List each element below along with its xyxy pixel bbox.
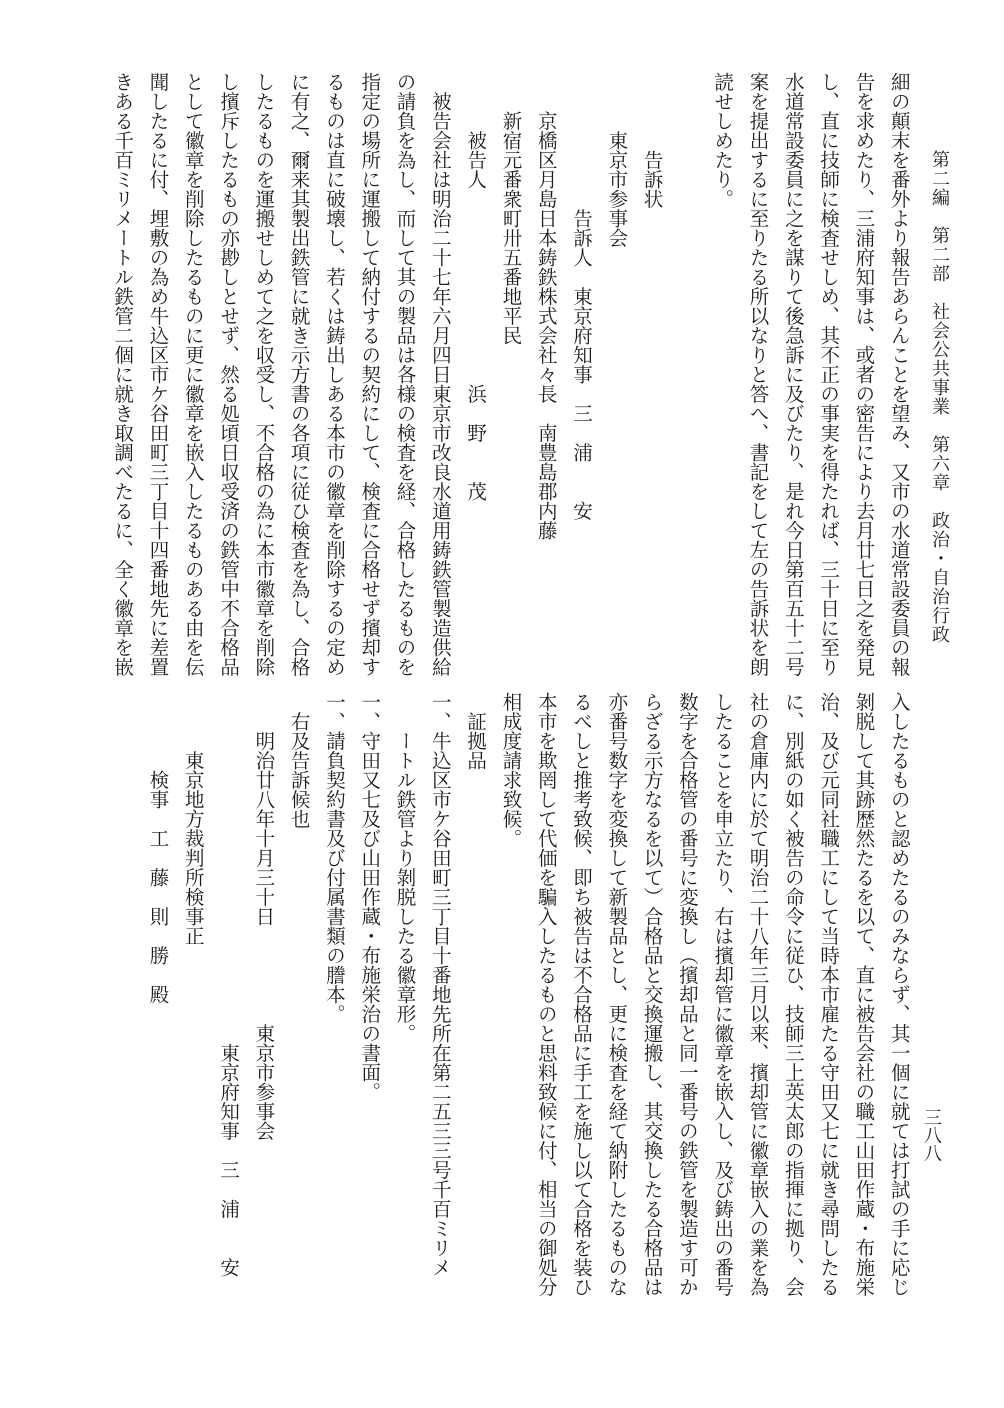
upper-line: 指定の場所に運搬して納付するの契約にして、検査に合格せず擯却す (358, 72, 382, 677)
lower-line: に、別紙の如く被告の命令に従ひ、技師三上英太郎の指揮に拠り、会 (781, 692, 805, 1297)
upper-line: 細の顛末を番外より報告あらんことを望み、又市の水道常設委員の報 (887, 72, 911, 677)
upper-line: 読せしめたり。 (711, 72, 735, 209)
running-header: 第二編 第二部 社会公共事業 第六章 政治・自治行政 (929, 150, 950, 644)
upper-line: 被告会社は明治二十七年六月四日東京市改良水道用鋳鉄管製造供給 (428, 72, 452, 677)
upper-line: 被告人 浜 野 茂 (464, 72, 488, 501)
lower-line: 東京府知事 三 浦 安 (217, 692, 241, 1277)
upper-line: し、直に技師に検査せしめ、其不正の事実を得たれば、三十日に至り (817, 72, 841, 677)
upper-line: きある千百ミリメートル鉄管二個に就き取調べたるに、全く徽章を嵌 (111, 72, 135, 677)
lower-line: 入したるものと認めたるのみならず、其一個に就ては打試の手に応じ (887, 692, 911, 1297)
upper-line: し擯斥したるもの亦尠しとせず、然る処頃日収受済の鉄管中不合格品 (217, 72, 241, 677)
upper-line (670, 72, 705, 687)
upper-line: 水道常設委員に之を謀りて後急訴に及びたり、是れ今日第百五十二号 (781, 72, 805, 677)
upper-line: 新宿元番衆町卅五番地平民 (499, 72, 523, 345)
upper-line: したるものを運搬せしめて之を収受し、不合格の為に本市徽章を削除 (252, 72, 276, 677)
lower-line: 相成度請求致候。 (499, 692, 523, 848)
lower-line: 亦番号数字を変換して新製品とし、更に検査を経て納附したるものな (605, 692, 629, 1297)
upper-line: 聞したるに付、埋敷の為め牛込区市ケ谷田町三丁目十四番地先に差置 (146, 72, 170, 677)
text-block-upper (32, 72, 952, 687)
page-number: 三八八 (921, 1108, 942, 1162)
lower-line: るべしと推考致候、即ち被告は不合格品に手工を施し以て合格を装ひ (570, 692, 594, 1297)
upper-line: 東京市参事会 (605, 72, 629, 248)
upper-line: 告訴人 東京府知事 三 浦 安 (570, 72, 594, 521)
upper-line: 案を提出するに至りたる所以なりと答へ、書記をして左の告訴状を朗 (746, 72, 770, 677)
lower-line: 右及告訴候也 (287, 692, 311, 829)
lower-line: したることを申立たり、右は擯却管に徽章を嵌入し、及び鋳出の番号 (711, 692, 735, 1297)
lower-line: 社の倉庫内に於て明治二十八年三月以来、擯却管に徽章嵌入の業を為 (746, 692, 770, 1297)
upper-line: の請負を為し、而して其の製品は各様の検査を経、合格したるものを (393, 72, 417, 677)
lower-line: 一、守田又七及び山田作蔵・布施栄治の書面。 (358, 692, 382, 1102)
lower-line: 明治廿八年十月三十日 東京市参事会 (252, 692, 276, 1141)
lower-line: 本市を欺罔して代価を騙入したるものと思料致候に付、相当の御処分 (534, 692, 558, 1297)
lower-line: 東京地方裁判所検事正 (181, 692, 205, 946)
upper-line: に有之、爾来其製出鉄管に就き示方書の各項に従ひ検査を為し、合格 (287, 72, 311, 677)
lower-line: 数字を合格管の番号に変換し（擯却品と同一番号の鉄管を製造す可か (675, 692, 699, 1297)
lower-line: 治、及び元同社職工にして当時本市雇たる守田又七に就き尋問したる (817, 692, 841, 1297)
lower-line: 一、牛込区市ケ谷田町三丁目十番地先所在第二五三三号千百ミリメ (428, 692, 452, 1277)
upper-line (917, 72, 952, 687)
lower-line (917, 692, 952, 1312)
upper-line: 告訴状 (640, 72, 664, 209)
upper-line: 告を求めたり、三浦府知事は、或者の密告により去月廿七日之を発見 (852, 72, 876, 677)
lower-line: 一、請負契約書及び付属書類の謄本。 (322, 692, 346, 1024)
upper-line: として徽章を削除したるものに更に徽章を嵌入したるものある由を伝 (181, 72, 205, 677)
lower-line: らざる示方なるを以て）合格品と交換運搬し、其交換したる合格品は (640, 692, 664, 1297)
lower-line: 証拠品 (464, 692, 488, 770)
lower-line: 検事 工 藤 則 勝 殿 (146, 692, 170, 1004)
text-block-lower (32, 692, 952, 1312)
lower-line: ートル鉄管より剝脱したる徽章形。 (393, 692, 417, 1043)
upper-line: 京橋区月島日本鋳鉄株式会社々長 南豊島郡内藤 (534, 72, 558, 540)
lower-line: 剝脱して其跡歴然たるを以て、直に被告会社の職工山田作蔵・布施栄 (852, 692, 876, 1297)
upper-line: るものは直に破壊し、若くは鋳出しある本市の徽章を削除するの定め (322, 72, 346, 677)
